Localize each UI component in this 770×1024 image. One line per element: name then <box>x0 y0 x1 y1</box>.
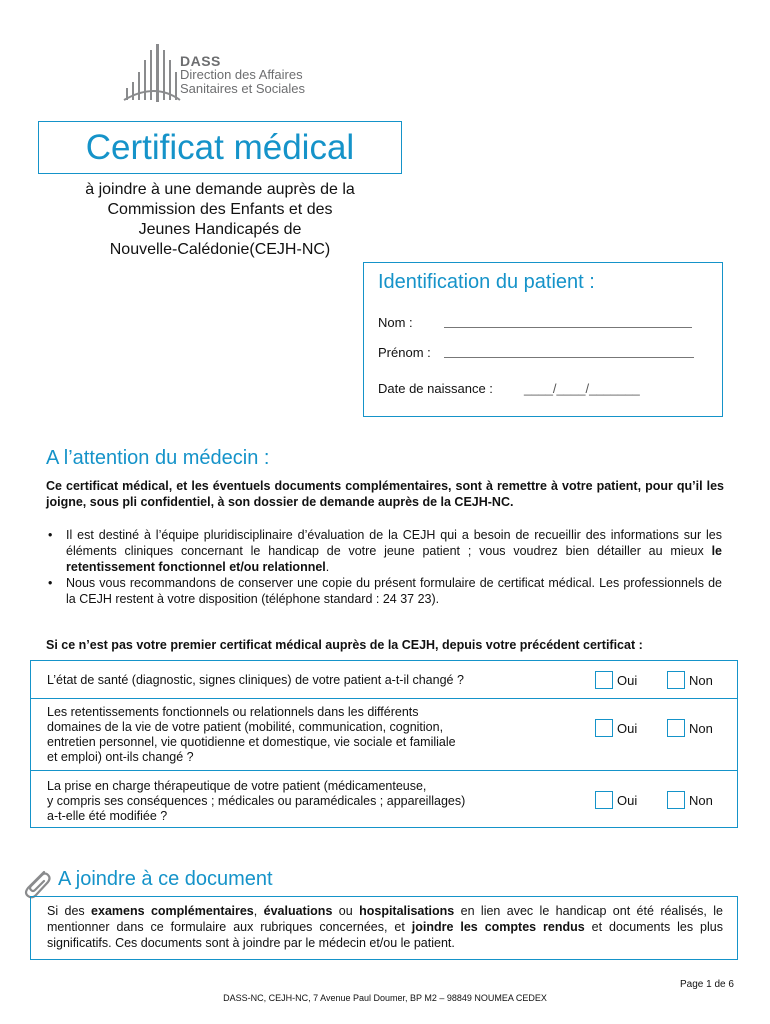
attention-bullets <box>46 527 722 607</box>
bullet2-text: Nous vous recommandons de conserver une copie du présent formulaire de certificat médical. Les professionnels de la CEJH restent à votre disposition (téléphone standard : 24 37 23). <box>66 576 722 606</box>
questions-table <box>30 660 738 828</box>
title-box <box>38 121 402 174</box>
q1-oui-label: Oui <box>617 673 638 688</box>
attach-t1: Si des <box>47 904 92 918</box>
question-2-line: entretien personnel, vie quotidienne et domestique, vie sociale et familiale <box>47 735 456 749</box>
nom-field[interactable] <box>444 327 692 328</box>
attention-heading: A l’attention du médecin : <box>46 447 270 469</box>
prenom-label: Prénom : <box>378 345 431 360</box>
attention-intro: Ce certificat médical, et les éventuels documents complémentaires, sont à remettre à votre patient, pour qu’il les joigne, sous pli confidentiel, à son dossier de demande auprès de la CEJH-NC. <box>46 479 724 509</box>
attach-text <box>47 903 723 951</box>
subtitle-line: Commission des Enfants et des <box>107 201 333 218</box>
question-2 <box>47 705 527 765</box>
q3-non-checkbox[interactable] <box>667 791 685 809</box>
logo-text <box>180 54 305 96</box>
question-2-line: domaines de la vie de votre patient (mobilité, communication, cognition, <box>47 720 444 734</box>
footer: DASS-NC, CEJH-NC, 7 Avenue Paul Doumer, BP M2 – 98849 NOUMEA CEDEX <box>223 993 547 1003</box>
subtitle-line: Jeunes Handicapés de <box>138 221 302 238</box>
q1-non-label: Non <box>689 673 713 688</box>
bullet1-bold: le retentissement fonctionnel et/ou relationnel <box>66 544 722 574</box>
table-row <box>31 661 737 698</box>
q2-non-label: Non <box>689 721 713 736</box>
list-item <box>46 527 722 575</box>
prenom-field[interactable] <box>444 357 694 358</box>
attach-b4: joindre les comptes rendus <box>411 920 585 934</box>
question-3-line: y compris ses conséquences ; médicales ou paramédicales ; appareillages) <box>47 794 466 808</box>
attach-b1: examens complémentaires <box>91 904 254 918</box>
dob-field[interactable]: ____/____/_______ <box>524 381 640 396</box>
question-2-line: et emploi) ont-ils changé ? <box>47 750 194 764</box>
q3-non-label: Non <box>689 793 713 808</box>
subtitle <box>40 180 400 260</box>
attach-t3: ou <box>332 904 360 918</box>
subtitle-line: Nouvelle-Calédonie(CEJH-NC) <box>109 241 331 258</box>
logo-line1: DASS <box>180 53 221 69</box>
subtitle-line: à joindre à une demande auprès de la <box>85 181 355 198</box>
q3-oui-checkbox[interactable] <box>595 791 613 809</box>
logo-line3: Sanitaires et Sociales <box>180 81 306 96</box>
page-title: Certificat médical <box>85 127 355 167</box>
attach-t5: et documents les plus significatifs. Ces documents sont à joindre par le médecin et/ou le patient. <box>47 920 723 950</box>
nom-label: Nom : <box>378 315 413 330</box>
bullet1-text: Il est destiné à l’équipe pluridisciplinaire d’évaluation de la CEJH qui a besoin de recueillir des informations sur les éléments cliniques concernant le handicap de votre jeune patient ; vous voudrez bien détailler au mieux <box>66 528 722 558</box>
dob-label: Date de naissance : <box>378 381 493 396</box>
bullet-icon: • <box>48 576 53 590</box>
logo-line2: Direction des Affaires <box>180 67 303 82</box>
question-3-line: La prise en charge thérapeutique de votre patient (médicamenteuse, <box>47 779 427 793</box>
questions-intro: Si ce n’est pas votre premier certificat médical auprès de la CEJH, depuis votre précédent certificat : <box>46 638 643 652</box>
q1-non-checkbox[interactable] <box>667 671 685 689</box>
patient-identification-box <box>363 262 723 417</box>
page-number: Page 1 de 6 <box>680 979 734 990</box>
attach-heading: A joindre à ce document <box>58 868 273 890</box>
attach-box <box>30 896 738 960</box>
list-item <box>46 575 722 607</box>
attach-b2: évaluations <box>263 904 333 918</box>
question-3 <box>47 779 527 824</box>
q2-non-checkbox[interactable] <box>667 719 685 737</box>
attach-t2: , <box>253 904 264 918</box>
table-row <box>31 698 737 770</box>
table-row <box>31 770 737 828</box>
q2-oui-label: Oui <box>617 721 638 736</box>
question-3-line: a-t-elle été modifiée ? <box>47 809 168 823</box>
question-2-line: Les retentissements fonctionnels ou relationnels dans les différents <box>47 705 419 719</box>
question-1: L’état de santé (diagnostic, signes cliniques) de votre patient a-t-il changé ? <box>47 673 464 687</box>
q3-oui-label: Oui <box>617 793 638 808</box>
bullet1-end: . <box>325 560 330 574</box>
attach-t4: en lien avec le handicap ont été réalisés, le mentionner dans ce formulaire aux rubriques concernées, et <box>47 904 723 934</box>
identification-title: Identification du patient : <box>378 271 595 293</box>
q1-oui-checkbox[interactable] <box>595 671 613 689</box>
attach-b3: hospitalisations <box>359 904 455 918</box>
bullet-icon: • <box>48 528 53 542</box>
q2-oui-checkbox[interactable] <box>595 719 613 737</box>
